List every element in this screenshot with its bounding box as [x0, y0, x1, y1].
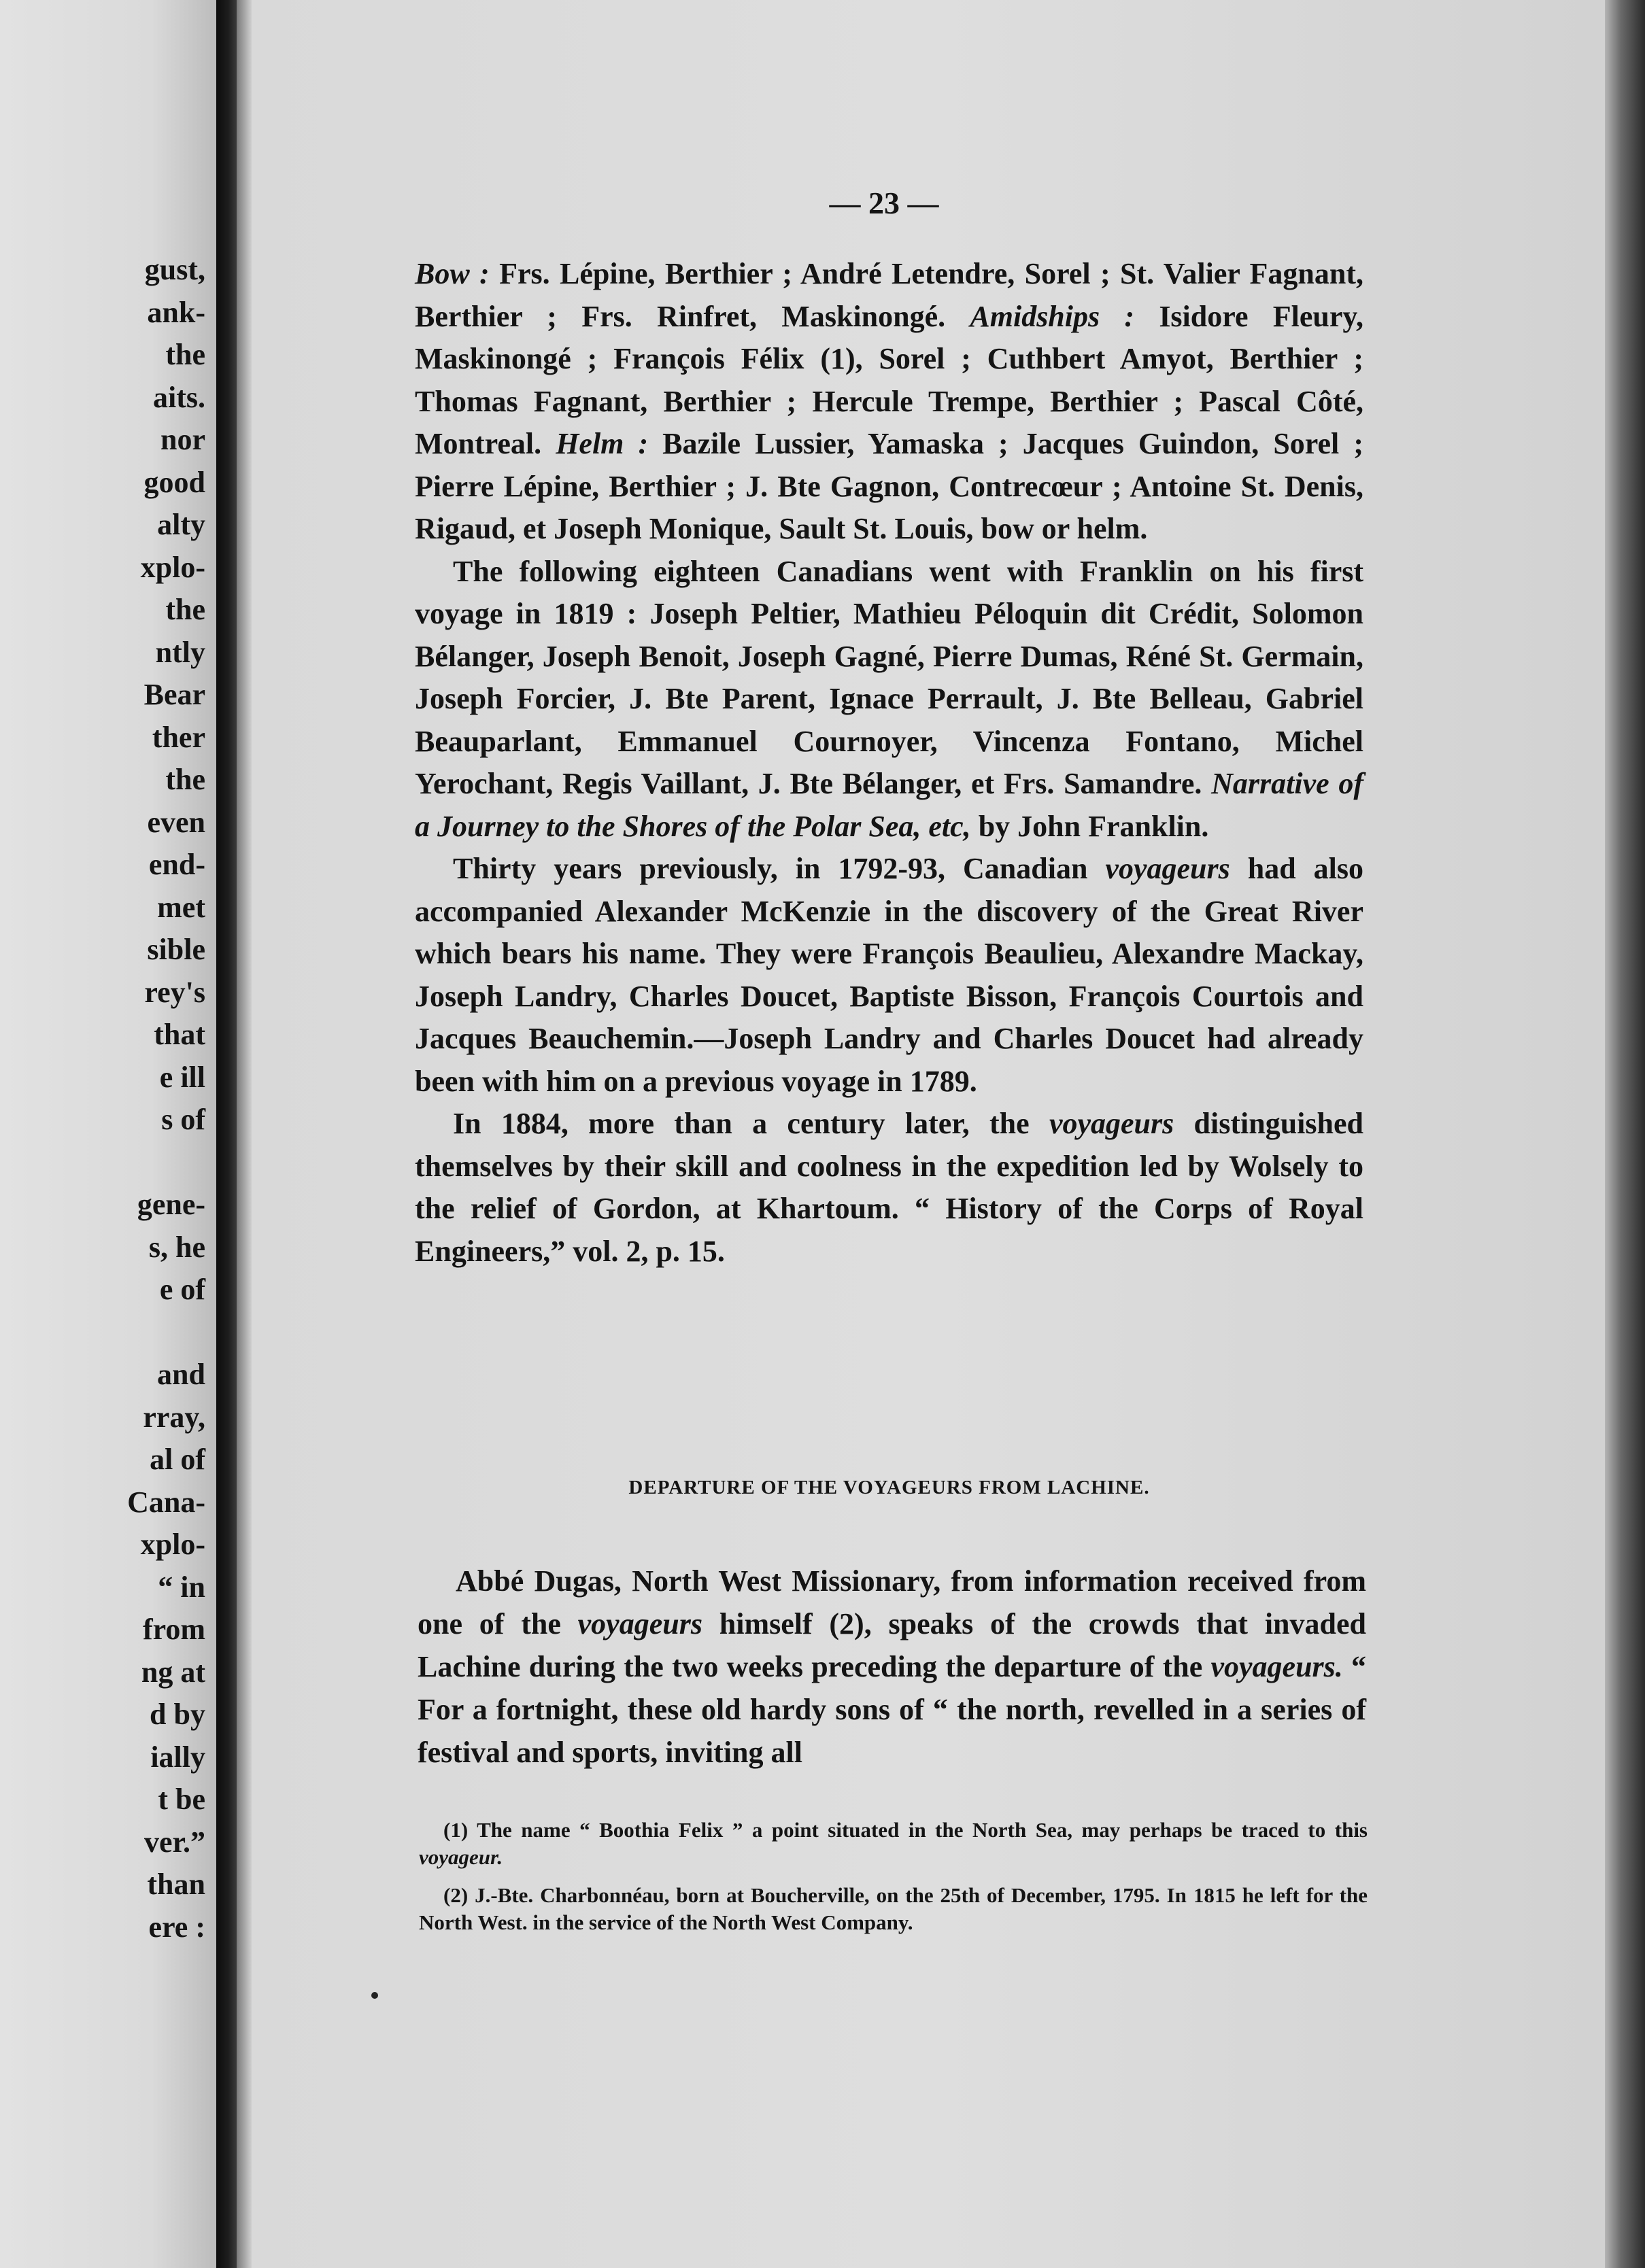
footnote-2 [419, 1882, 1368, 1936]
previous-page-line-ends [1, 249, 205, 1948]
paragraph-mckenzie [415, 848, 1363, 1103]
departure-italic-2: voyageurs. [1210, 1650, 1343, 1683]
franklin-source-title: Narrative of a Journey to the Shores of the Polar Sea, etc, [415, 767, 1363, 843]
previous-page-fragment-line: end- [148, 848, 205, 881]
previous-page-fragment-line: Cana- [127, 1485, 205, 1519]
crew-bow-names: Frs. Lépine, Berthier ; André Letendre, Sorel ; St. Valier Fagnant, Berthier ; Frs. Rinfret, Maskinongé. [415, 257, 1363, 333]
khartoum-text-a: In 1884, more than a century later, the [453, 1107, 1049, 1140]
previous-page-fragment-line: ther [152, 720, 205, 754]
crew-position-bow: Bow : [415, 257, 490, 290]
gutter-shadow [237, 0, 252, 2268]
previous-page-fragment-line: ially [150, 1740, 205, 1774]
previous-page-fragment-line: nor [160, 423, 205, 456]
previous-page-fragment-line: rray, [143, 1400, 205, 1434]
departure-text-c: “ For a fortnight, these old hardy sons of “ the north, revelled in a series of festival and sports, inviting all [418, 1650, 1366, 1769]
page-right-edge [1605, 0, 1645, 2268]
mckenzie-italic: voyageurs [1105, 852, 1230, 885]
crew-amidships-names: Isidore Fleury, Maskinongé ; François Félix (1), Sorel ; Cuthbert Amyot, Berthier ; Thomas Fagnant, Berthier ; Hercule Trempe, Berthier ; Pascal Côté, Montreal. [415, 299, 1363, 460]
previous-page-fragment-line: e of [159, 1273, 205, 1306]
previous-page-fragment-line: rey's [144, 975, 205, 1009]
mckenzie-text-a: Thirty years previously, in 1792-93, Canadian [453, 852, 1106, 885]
previous-page-fragment-line: the [165, 763, 205, 796]
previous-page-fragment-line: alty [157, 508, 205, 541]
previous-page-fragment-line [1, 1141, 205, 1184]
paragraph-crew-list [415, 253, 1363, 551]
previous-page-fragment-line: d by [150, 1698, 205, 1731]
previous-page-fragment-line: xplo- [140, 1528, 205, 1561]
section-heading: DEPARTURE OF THE VOYAGEURS FROM LACHINE. [628, 1477, 1150, 1498]
previous-page-fragment-line: ntly [155, 635, 205, 669]
footnote-1-italic: voyageur. [419, 1845, 503, 1869]
page-number: — 23 — [829, 186, 939, 220]
previous-page-fragment-line: ere : [148, 1910, 205, 1944]
previous-page-fragment-line: ver.” [143, 1825, 205, 1859]
departure-text-b: himself (2), speaks of the crowds that invaded Lachine during the two weeks preceding the departure of the [418, 1607, 1366, 1683]
previous-page-fragment-line: ng at [141, 1655, 205, 1689]
previous-page-fragment-line: “ in [158, 1570, 205, 1604]
body-text-departure [418, 1560, 1366, 1774]
previous-page-fragment-line: al of [150, 1443, 205, 1476]
previous-page-fragment-line: the [165, 338, 205, 371]
footnote-1 [419, 1817, 1368, 1871]
previous-page-fragment-line: even [147, 805, 205, 839]
mckenzie-text-b: had also accompanied Alexander McKenzie in the discovery of the Great River which bears his name. They were François Beaulieu, Alexandre Mackay, Joseph Landry, Charles Doucet, Baptiste Bisson, François Courtois and Jacques Beauchemin.—Joseph Landry and Charles Doucet had already been with him on a previous voyage in 1789. [415, 852, 1363, 1098]
khartoum-italic: voyageurs [1049, 1107, 1174, 1140]
previous-page-fragment-line: e ill [159, 1060, 205, 1094]
crew-position-helm: Helm : [556, 427, 649, 460]
crew-helm-names: Bazile Lussier, Yamaska ; Jacques Guindon, Sorel ; Pierre Lépine, Berthier ; J. Bte Gagnon, Contrecœur ; Antoine St. Denis, Rigaud, et Joseph Monique, Sault St. Louis, bow or helm. [415, 427, 1363, 545]
previous-page-fragment-line [1, 1311, 205, 1354]
departure-italic-1: voyageurs [577, 1607, 702, 1640]
previous-page-fragment-line: than [147, 1868, 205, 1901]
body-text [415, 253, 1363, 1273]
franklin-source-author: by John Franklin. [970, 809, 1209, 843]
previous-page-fragment-line: met [157, 890, 205, 924]
previous-page-fragment-line: aits. [153, 380, 205, 414]
previous-page-fragment-line: Bear [143, 678, 205, 711]
previous-page-fragment-line: ank- [147, 295, 205, 329]
ink-speck [371, 1992, 378, 1999]
crew-position-amidships: Amidships : [970, 299, 1135, 333]
book-gutter [216, 0, 237, 2268]
previous-page-fragment-line: the [165, 593, 205, 626]
khartoum-text-b: distinguished themselves by their skill and coolness in the expedition led by Wolsely to the relief of Gordon, at Khartoum. “ History of the Corps of Royal Engineers,” vol. 2, p. 15. [415, 1107, 1363, 1268]
previous-page-fragment [0, 0, 216, 2268]
previous-page-fragment-line: t be [158, 1783, 205, 1816]
franklin-text: The following eighteen Canadians went with Franklin on his first voyage in 1819 : Joseph Peltier, Mathieu Péloquin dit Crédit, Solomon Bélanger, Joseph Benoit, Joseph Gagné, Pierre Dumas, Réné St. Germain, Joseph Forcier, J. Bte Parent, Ignace Perrault, J. Bte Belleau, Gabriel Beauparlant, Emmanuel Cournoyer, Vincenza Fontano, Michel Yerochant, Regis Vaillant, J. Bte Bélanger, et Frs. Samandre. [415, 554, 1363, 800]
previous-page-fragment-line: and [157, 1358, 205, 1391]
previous-page-fragment-line: sible [147, 933, 205, 966]
previous-page-fragment-line: gene- [137, 1188, 205, 1221]
previous-page-fragment-line: gust, [144, 253, 205, 286]
previous-page-fragment-line: s of [161, 1103, 205, 1136]
paragraph-departure [418, 1560, 1366, 1774]
footnote-1-text: (1) The name “ Boothia Felix ” a point situated in the North Sea, may perhaps be traced to this [443, 1818, 1368, 1842]
previous-page-fragment-line: xplo- [140, 550, 205, 584]
footnote-2-text: (2) J.-Bte. Charbonnéau, born at Boucherville, on the 25th of December, 1795. In 1815 he left for the North West. in the service of the North West Company. [419, 1883, 1368, 1934]
previous-page-fragment-line: s, he [148, 1230, 205, 1264]
departure-text-a: Abbé Dugas, North West Missionary, from information received from one of the [418, 1564, 1366, 1640]
previous-page-fragment-line: good [143, 465, 205, 499]
previous-page-fragment-line: that [154, 1018, 205, 1051]
paragraph-khartoum [415, 1103, 1363, 1273]
previous-page-fragment-line: from [142, 1613, 205, 1646]
footnotes [419, 1817, 1368, 1947]
paragraph-franklin [415, 551, 1363, 848]
